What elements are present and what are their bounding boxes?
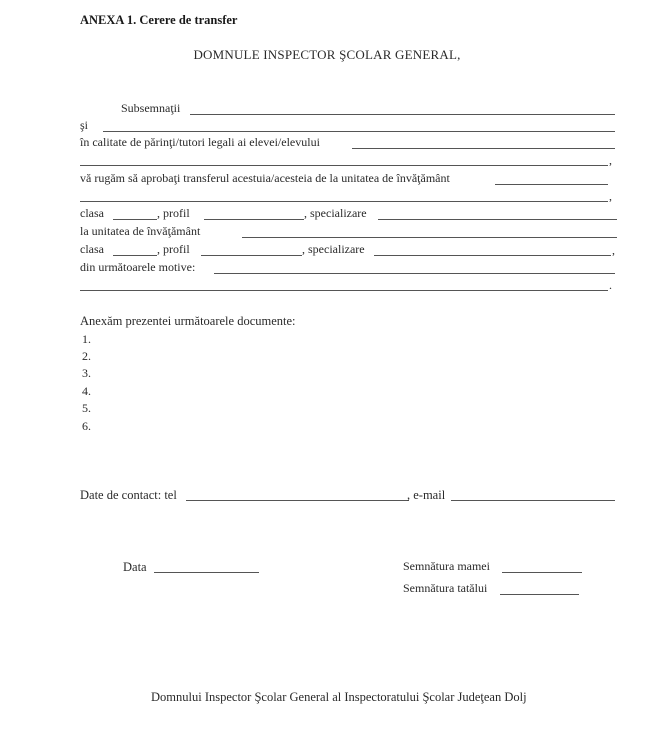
subsemnatii-field[interactable] [190,114,615,115]
semnatura-mamei-label: Semnătura mamei [403,559,490,573]
comma-3: , [612,243,615,257]
document-item-3: 3. [82,366,91,380]
motive-field[interactable] [214,273,615,274]
form-heading: DOMNULE INSPECTOR ŞCOLAR GENERAL, [193,47,461,62]
data-field[interactable] [154,572,259,573]
email-label: , e-mail [407,488,446,502]
rugam-label: vă rugăm să aprobaţi transferul acestuia/acesteia de la unitatea de învăţământ [80,171,450,185]
unitate-origine-field[interactable] [495,184,608,185]
semnatura-mamei-field[interactable] [502,572,582,573]
email-field[interactable] [451,500,615,501]
specializare-field-1[interactable] [378,219,617,220]
clasa-label-2: clasa [80,242,104,256]
comma-2: , [609,189,612,203]
documents-heading: Anexăm prezentei următoarele documente: [80,314,296,328]
footer-address: Domnului Inspector Şcolar General al Inspectoratului Şcolar Judeţean Dolj [151,690,527,704]
tel-field[interactable] [186,500,409,501]
motive-label: din următoarele motive: [80,260,196,274]
clasa-field-1[interactable] [113,219,157,220]
motive-field-continued[interactable] [80,290,608,291]
profil-label-1: , profil [157,206,190,220]
specializare-field-2[interactable] [374,255,611,256]
in-calitate-label: în calitate de părinţi/tutori legali ai elevei/elevului [80,135,320,149]
subsemnatii-label: Subsemnaţii [121,101,181,115]
si-label: şi [80,118,89,132]
document-item-2: 2. [82,349,91,363]
clasa-label-1: clasa [80,206,104,220]
si-field[interactable] [103,131,615,132]
period-end: . [609,278,612,292]
unitate-origine-field-continued[interactable] [80,201,608,202]
clasa-field-2[interactable] [113,255,157,256]
specializare-label-1: , specializare [304,206,367,220]
document-item-1: 1. [82,332,91,346]
profil-field-2[interactable] [201,255,302,256]
unitate-destinatie-field[interactable] [242,237,617,238]
document-item-6: 6. [82,419,91,433]
annex-title: ANEXA 1. Cerere de transfer [80,13,238,27]
semnatura-tatalui-label: Semnătura tatălui [403,581,488,595]
semnatura-tatalui-field[interactable] [500,594,579,595]
tel-label: Date de contact: tel [80,488,177,502]
la-unitatea-label: la unitatea de învăţământ [80,224,201,238]
data-label: Data [123,560,147,574]
document-item-5: 5. [82,401,91,415]
profil-field-1[interactable] [204,219,304,220]
comma-1: , [609,153,612,167]
elev-name-field[interactable] [352,148,615,149]
profil-label-2: , profil [157,242,190,256]
document-item-4: 4. [82,384,91,398]
elev-name-field-continued[interactable] [80,165,608,166]
specializare-label-2: , specializare [302,242,365,256]
